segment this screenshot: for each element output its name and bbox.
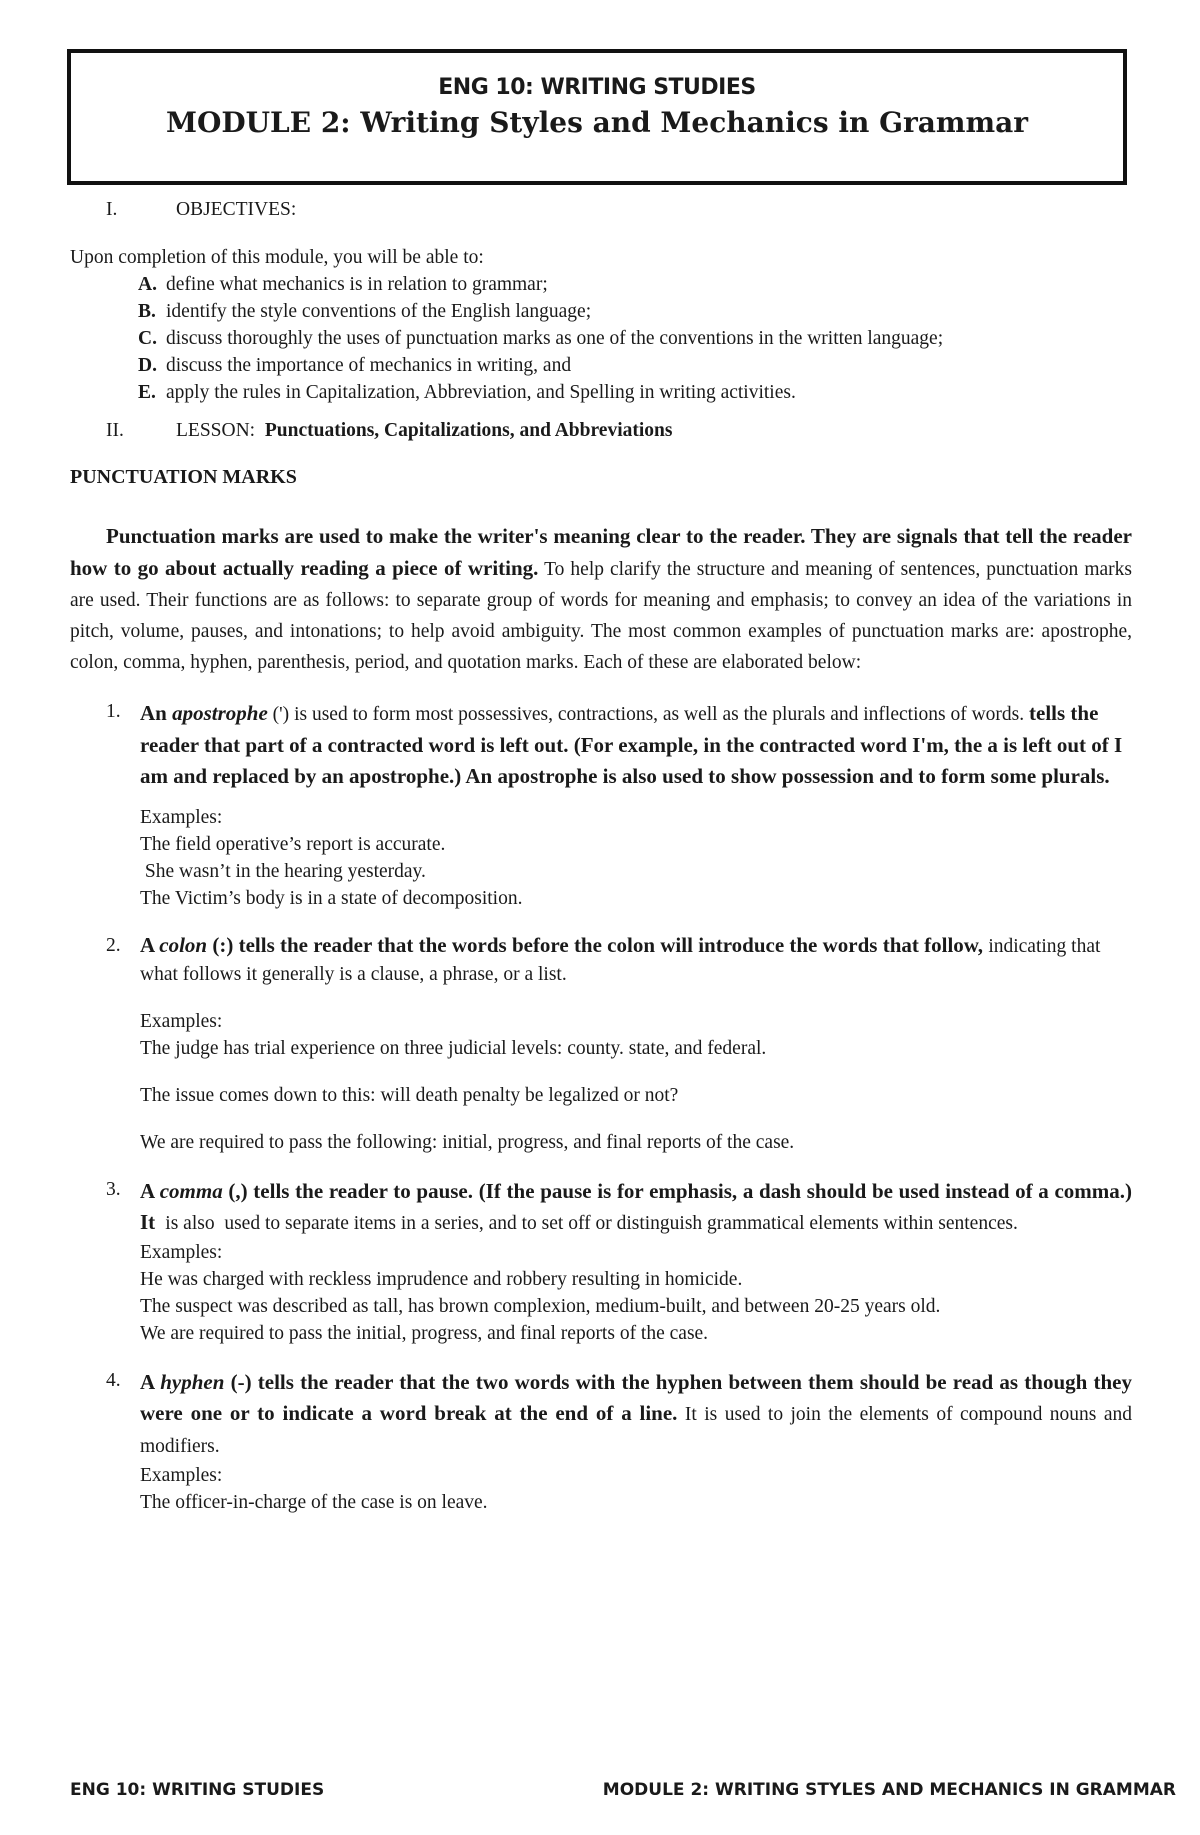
examples-block xyxy=(140,804,1132,912)
example-line: We are required to pass the following: initial, progress, and final reports of the case. xyxy=(140,1132,795,1153)
section-title: OBJECTIVES: xyxy=(176,199,297,220)
examples-label: Examples: xyxy=(140,1242,223,1263)
footer-left: ENG 10: WRITING STUDIES xyxy=(70,1780,325,1800)
objectives-intro: Upon completion of this module, you will be able to: xyxy=(70,247,484,268)
example-line: The field operative’s report is accurate. xyxy=(140,834,446,855)
example-line: We are required to pass the initial, progress, and final reports of the case. xyxy=(140,1323,709,1344)
course-title: ENG 10: WRITING STUDIES xyxy=(438,75,756,100)
examples-block xyxy=(140,1239,1132,1347)
examples-block xyxy=(140,1008,1132,1156)
examples-label: Examples: xyxy=(140,1465,223,1486)
example-line: The suspect was described as tall, has brown complexion, medium-built, and between 20-25 years old. xyxy=(140,1296,941,1317)
section-number: I. xyxy=(106,199,118,220)
objective-item: C. discuss thoroughly the uses of punctuation marks as one of the conventions in the written language; xyxy=(138,328,944,349)
example-line: The officer-in-charge of the case is on leave. xyxy=(140,1492,488,1513)
example-line: The issue comes down to this: will death penalty be legalized or not? xyxy=(140,1085,679,1106)
lesson-heading xyxy=(70,417,1132,444)
example-line: The judge has trial experience on three judicial levels: county. state, and federal. xyxy=(140,1038,767,1059)
term-colon: colon xyxy=(159,933,208,957)
module-header-box xyxy=(67,49,1127,185)
module-title: MODULE 2: Writing Styles and Mechanics in Grammar xyxy=(165,106,1029,139)
objectives-list xyxy=(70,271,1132,406)
term-comma: comma xyxy=(159,1179,223,1203)
lesson-title: Punctuations, Capitalizations, and Abbreviations xyxy=(264,420,673,441)
objective-item: E. apply the rules in Capitalization, Abbreviation, and Spelling in writing activities. xyxy=(138,382,796,403)
term-apostrophe: apostrophe xyxy=(172,701,268,725)
punctuation-item-apostrophe: 1. An apostrophe (') is used to form most possessives, contractions, as well as the plurals and inflections of words. tells the reader that part of a contracted word is left out. (For example, in the contracted word I'm, the a is left out of I am and replaced by an apostrophe.) An apostrophe is also used to show possession and to form some plurals. Examples: The field operative’s report is accurate. She wasn’t in the hearing yesterday. The Victim’s body is in a state of decomposition. xyxy=(70,698,1132,912)
example-line: He was charged with reckless imprudence and robbery resulting in homicide. xyxy=(140,1269,743,1290)
example-line: She wasn’t in the hearing yesterday. xyxy=(140,861,426,882)
punctuation-item-comma: 3. A comma (,) tells the reader to pause. (If the pause is for emphasis, a dash should be used instead of a comma.) It is also used to separate items in a series, and to set off or distinguish grammatical elements within sentences. Examples: He was charged with reckless imprudence and robbery resulting in homicide. The suspect was described as tall, has brown complexion, medium-built, and between 20-25 years old. We are required to pass the initial, progress, and final reports of the case. xyxy=(70,1176,1132,1347)
examples-block xyxy=(140,1462,1132,1516)
document-body xyxy=(70,196,1132,1516)
footer-right: MODULE 2: WRITING STYLES AND MECHANICS IN GRAMMAR xyxy=(602,1780,1176,1800)
examples-label: Examples: xyxy=(140,1011,223,1032)
punctuation-item-hyphen: 4. A hyphen (-) tells the reader that the two words with the hyphen between them should be read as though they were one or to indicate a word break at the end of a line. It is used to join the elements of compound nouns and modifiers. Examples: The officer-in-charge of the case is on leave. xyxy=(70,1367,1132,1516)
objective-item: D. discuss the importance of mechanics in writing, and xyxy=(138,355,572,376)
section-number: II. xyxy=(106,420,124,441)
punctuation-intro-paragraph xyxy=(70,521,1132,678)
examples-label: Examples: xyxy=(140,807,223,828)
example-line: The Victim’s body is in a state of decomposition. xyxy=(140,888,523,909)
punctuation-marks-heading: PUNCTUATION MARKS xyxy=(70,466,297,488)
objective-item: A. define what mechanics is in relation to grammar; xyxy=(138,274,548,295)
intro-rest-text: To help clarify the structure and meaning of sentences, punctuation marks are used. Their functions are as follows: to separate group of words for meaning and emphasis; to convey an idea of the variations in pitch, volume, pauses, and intonations; to help avoid ambiguity. The most common examples of punctuation marks are: apostrophe, colon, comma, hyphen, parenthesis, period, and quotation marks. Each of these are elaborated below: xyxy=(70,559,1132,673)
punctuation-item-colon: 2. A colon (:) tells the reader that the words before the colon will introduce the words that follow, indicating that what follows it generally is a clause, a phrase, or a list. Examples: The judge has trial experience on three judicial levels: county. state, and federal. The issue comes down to this: will death penalty be legalized or not? We are required to pass the following: initial, progress, and final reports of the case. xyxy=(70,932,1132,1156)
objective-item: B. identify the style conventions of the English language; xyxy=(138,301,592,322)
page-footer xyxy=(70,1780,1176,1800)
intro-bold-text: Punctuation marks are used to make the writer's meaning clear to the reader. They are signals that tell the reader how to go about actually reading a piece of writing. xyxy=(70,524,1132,580)
term-hyphen: hyphen xyxy=(160,1370,225,1394)
objectives-heading xyxy=(70,196,1132,223)
lesson-label: LESSON: xyxy=(176,420,256,441)
